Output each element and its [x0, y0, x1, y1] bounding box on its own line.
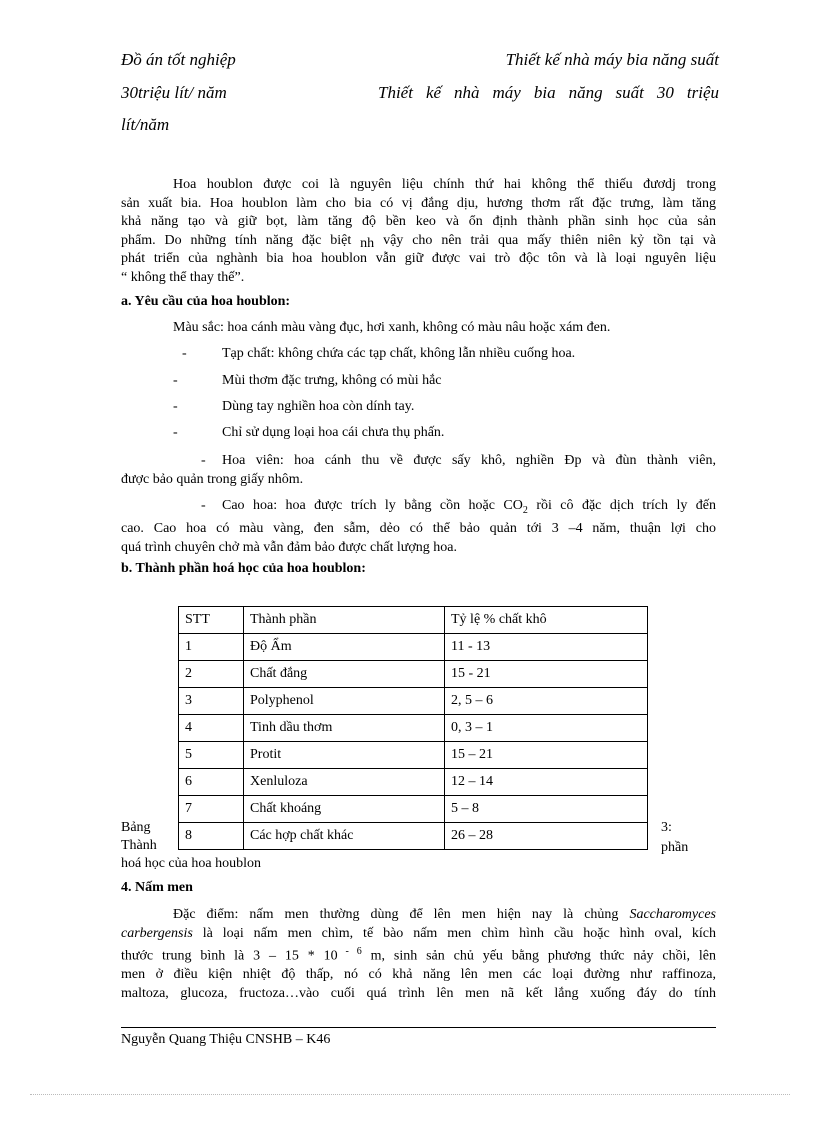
- intro-line: phát triển của nghành bia hoa houblon vẫn giữ được vai trò độc tôn và là loại nguyên liệu: [121, 251, 716, 266]
- table-cell: 6: [179, 769, 244, 796]
- color-requirement: Màu sắc: hoa cánh màu vàng đục, hơi xanh, không có màu nâu hoặc xám đen.: [173, 320, 611, 335]
- table-cell: 2: [179, 661, 244, 688]
- cao-hoa-line: cao. Cao hoa có màu vàng, đen sẫm, dẻo có thể bảo quản tới 3 –4 năm, thuận lợi cho: [121, 521, 716, 537]
- intro-line: “ không thể thay thế”.: [121, 269, 245, 285]
- list-dash: -: [173, 425, 178, 440]
- list-dash: -: [201, 453, 206, 468]
- footer-author: Nguyễn Quang Thiệu CNSHB – K46: [121, 1032, 331, 1047]
- table-header-cell: Thành phần: [244, 607, 445, 634]
- table-cell: 15 – 21: [445, 742, 648, 769]
- exponent: - 6: [337, 946, 362, 957]
- list-item: Dùng tay nghiền hoa còn dính tay.: [222, 399, 415, 414]
- table-cell: 15 - 21: [445, 661, 648, 688]
- list-dash: -: [173, 399, 178, 414]
- table-row: [179, 823, 648, 850]
- table-cell: 5 – 8: [445, 796, 648, 823]
- section-b-heading: b. Thành phần hoá học của hoa houblon:: [121, 561, 366, 576]
- co2-subscript: 2: [522, 504, 528, 516]
- cao-hoa-text: Cao hoa: hoa được trích ly bằng cồn hoặc CO: [222, 498, 523, 513]
- yeast-line: [121, 925, 716, 944]
- table-cell: 4: [179, 715, 244, 742]
- table-cell: 2, 5 – 6: [445, 688, 648, 715]
- hoa-vien-line: được bảo quản trong giấy nhôm.: [121, 471, 304, 487]
- caption-number: 3:: [661, 820, 672, 835]
- yeast-text: m, sinh sản chủ yếu bằng phương thức nảy chồi, lên: [361, 948, 716, 964]
- intro-line: [121, 232, 716, 251]
- header-right-title: Thiết kế nhà máy bia năng suất: [505, 50, 719, 69]
- intro-text: nh: [360, 235, 375, 251]
- table-row: [179, 769, 648, 796]
- table-cell: 1: [179, 634, 244, 661]
- cao-hoa-paragraph: [121, 497, 716, 557]
- footer-rule: [121, 1027, 716, 1028]
- section-4-heading: 4. Nấm men: [121, 880, 193, 895]
- table-cell: 12 – 14: [445, 769, 648, 796]
- intro-line: sản xuất bia. Hoa houblon làm cho bia có vị đắng dịu, hương thơm rất đặc trưng, làm tăng: [121, 195, 716, 211]
- caption-phan: phần: [661, 840, 689, 855]
- table-row: [179, 688, 648, 715]
- caption-thanh: Thành: [121, 838, 157, 853]
- intro-line: Hoa houblon được coi là nguyên liệu chính thứ hai không thể thiếu đươdj trong: [173, 177, 716, 192]
- header-line2-left: 30triệu lít/ năm: [121, 83, 227, 102]
- table-header-cell: Tỷ lệ % chất khô: [445, 607, 648, 634]
- hoa-vien-text: Hoa viên: hoa cánh thu về được sấy khô, nghiền Đp và đùn thành viên,: [222, 453, 716, 468]
- list-item: Chỉ sử dụng loại hoa cái chưa thụ phấn.: [222, 425, 445, 440]
- header-left-title: Đồ án tốt nghiệp: [121, 50, 236, 69]
- cao-hoa-line: quá trình chuyên chở mà vẫn đảm bảo được chất lượng hoa.: [121, 539, 457, 555]
- yeast-line: [121, 906, 716, 925]
- yeast-line: maltoza, glucoza, fructoza…vào cuối quá trình lên men nã kết lắng xuống đáy do tính: [121, 985, 716, 1001]
- yeast-line: men ở điều kiện nhiệt độ thấp, nó có khả năng lên men các loại đường như raffinoza,: [121, 967, 716, 983]
- table-cell: 11 - 13: [445, 634, 648, 661]
- table-cell: Tinh dầu thơm: [244, 715, 445, 742]
- yeast-paragraph: [121, 906, 716, 1003]
- intro-text: vậy cho nên trải qua mấy thiên niên kỷ tồn tại và: [383, 232, 716, 248]
- table-cell: 0, 3 – 1: [445, 715, 648, 742]
- caption-rest: hoá học của hoa houblon: [121, 856, 261, 871]
- header-line2-right: Thiết kế nhà máy bia năng suất 30 triệu: [378, 83, 719, 102]
- table-cell: 8: [179, 823, 244, 850]
- table-cell: 7: [179, 796, 244, 823]
- table-row: [179, 634, 648, 661]
- section-a-heading: a. Yêu cầu của hoa houblon:: [121, 294, 291, 309]
- list-item: Mùi thơm đặc trưng, không có mùi hắc: [222, 373, 442, 388]
- list-dash: -: [201, 498, 206, 513]
- table-cell: 3: [179, 688, 244, 715]
- hoa-vien-paragraph: [121, 452, 716, 489]
- list-item: Tạp chất: không chứa các tạp chất, không lẫn nhiều cuống hoa.: [222, 346, 576, 361]
- table-cell: Chất đắng: [244, 661, 445, 688]
- cao-hoa-text: rồi cô đặc dịch trích ly đến: [527, 498, 716, 513]
- table-row: [179, 796, 648, 823]
- table-cell: Xenluloza: [244, 769, 445, 796]
- yeast-text: Đặc điểm: nấm men thường dùng để lên men hiện nay là chủng: [173, 907, 630, 922]
- yeast-text: là loại nấm men chìm, tế bào nấm men chìm hình cầu hoặc hình oval, kích: [192, 925, 716, 941]
- composition-table: [178, 606, 648, 850]
- intro-paragraph: [121, 176, 716, 287]
- table-cell: Độ Ẩm: [244, 634, 445, 661]
- table-cell: 26 – 28: [445, 823, 648, 850]
- table-cell: Các hợp chất khác: [244, 823, 445, 850]
- header-line3: lít/năm: [121, 115, 170, 134]
- list-dash: -: [173, 373, 178, 388]
- table-row: [179, 715, 648, 742]
- list-dash: -: [182, 346, 187, 361]
- species-name: Saccharomyces: [629, 907, 716, 922]
- table-cell: Polyphenol: [244, 688, 445, 715]
- table-header-cell: STT: [179, 607, 244, 634]
- hoa-vien-line: [121, 452, 716, 471]
- page-boundary: [30, 1094, 790, 1095]
- species-name: carbergensis: [121, 925, 193, 941]
- yeast-line: [121, 943, 716, 966]
- yeast-text: thước trung bình là 3 – 15 * 10: [121, 948, 338, 964]
- intro-text: phẩm. Do những tính năng đặc biệt: [121, 232, 352, 248]
- caption-bang: Bảng: [121, 820, 151, 835]
- table-cell: 5: [179, 742, 244, 769]
- table-cell: Protit: [244, 742, 445, 769]
- table-cell: Chất khoáng: [244, 796, 445, 823]
- table-row: [179, 661, 648, 688]
- cao-hoa-line: [121, 497, 716, 520]
- table-row: [179, 742, 648, 769]
- table-header-row: [179, 607, 648, 634]
- intro-line: khả năng tạo và giữ bọt, làm tăng độ bền keo và ổn định thành phần sinh học của sản: [121, 214, 716, 229]
